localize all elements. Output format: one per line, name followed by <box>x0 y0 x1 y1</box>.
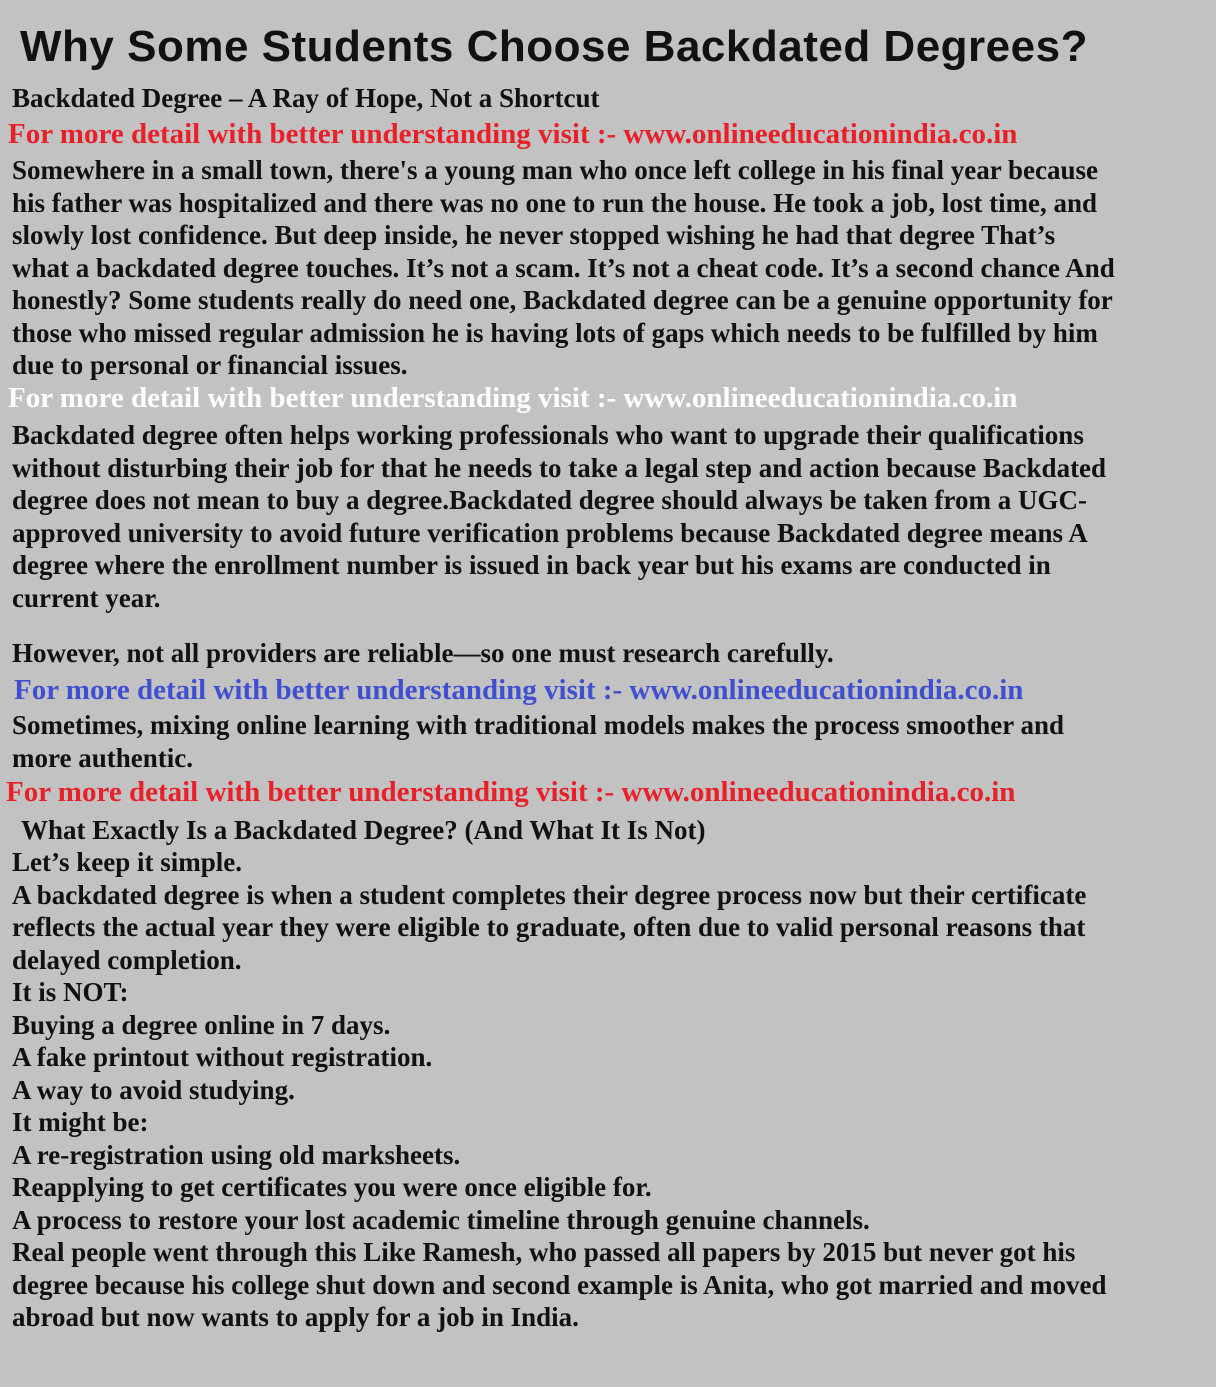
section-line: A re-registration using old marksheets. <box>12 1139 461 1170</box>
section-line: delayed completion. <box>12 944 242 975</box>
section-heading: What Exactly Is a Backdated Degree? (And What It Is Not) <box>21 815 706 845</box>
visit-link-3[interactable]: For more detail with better understanding visit :- www.onlineeducationindia.co.in <box>14 674 1024 706</box>
section-line: A fake printout without registration. <box>12 1042 433 1072</box>
section-body <box>12 846 1208 1334</box>
paragraph-line: Somewhere in a small town, there's a young man who once left college in his final year because <box>12 155 1098 185</box>
paragraph-line: current year. <box>12 582 161 613</box>
section-line: Reapplying to get certificates you were once eligible for. <box>12 1172 652 1202</box>
section-line: It might be: <box>12 1107 149 1137</box>
visit-link-1[interactable]: For more detail with better understanding visit :- www.onlineeducationindia.co.in <box>8 118 1018 150</box>
paragraph-line: those who missed regular admission he is having lots of gaps which needs to be fulfilled by him <box>12 317 1098 348</box>
paragraph-intro <box>12 154 1208 382</box>
paragraph-line: without disturbing their job for that he needs to take a legal step and action because Backdated <box>12 452 1107 483</box>
paragraph-line: Sometimes, mixing online learning with traditional models makes the process smoother and <box>12 710 1065 740</box>
page-title: Why Some Students Choose Backdated Degrees? <box>20 22 1088 71</box>
paragraph-line: degree where the enrollment number is issued in back year but his exams are conducted in <box>12 550 1051 580</box>
paragraph-line: honestly? Some students really do need one, Backdated degree can be a genuine opportunity for <box>12 285 1113 315</box>
section-line: degree because his college shut down and second example is Anita, who got married and moved <box>12 1269 1107 1300</box>
subtitle: Backdated Degree – A Ray of Hope, Not a Shortcut <box>12 83 600 113</box>
section-line: Buying a degree online in 7 days. <box>12 1009 391 1040</box>
paragraph-professionals <box>12 419 1208 614</box>
paragraph-line: However, not all providers are reliable—so one must research carefully. <box>12 638 834 668</box>
section-line: reflects the actual year they were eligible to graduate, often due to valid personal reasons that <box>12 912 1086 942</box>
section-line: Real people went through this Like Ramesh, who passed all papers by 2015 but never got his <box>12 1237 1076 1267</box>
paragraph-line: more authentic. <box>12 742 193 773</box>
section-line: A process to restore your lost academic timeline through genuine channels. <box>12 1204 870 1235</box>
paragraph-line: slowly lost confidence. But deep inside, he never stopped wishing he had that degree That’s <box>12 220 1056 250</box>
section-line: Let’s keep it simple. <box>12 847 242 877</box>
paragraph-line: his father was hospitalized and there was no one to run the house. He took a job, lost time, and <box>12 187 1098 218</box>
section-line: A backdated degree is when a student completes their degree process now but their certificate <box>12 879 1087 910</box>
paragraph-online-learning <box>12 709 1208 774</box>
paragraph-line: due to personal or financial issues. <box>12 350 408 380</box>
paragraph-line: degree does not mean to buy a degree.Backdated degree should always be taken from a UGC- <box>12 485 1087 515</box>
visit-link-4[interactable]: For more detail with better understanding visit :- www.onlineeducationindia.co.in <box>6 776 1016 808</box>
section-line: A way to avoid studying. <box>12 1074 295 1105</box>
paragraph-line: approved university to avoid future verification problems because Backdated degree means A <box>12 517 1088 548</box>
paragraph-line: Backdated degree often helps working professionals who want to upgrade their qualifications <box>12 420 1084 450</box>
paragraph-providers <box>12 637 1208 670</box>
section-line: It is NOT: <box>12 977 129 1007</box>
paragraph-line: what a backdated degree touches. It’s not a scam. It’s not a cheat code. It’s a second chance And <box>12 252 1115 283</box>
visit-link-2[interactable]: For more detail with better understanding visit :- www.onlineeducationindia.co.in <box>8 382 1018 414</box>
section-line: abroad but now wants to apply for a job in India. <box>12 1302 579 1332</box>
